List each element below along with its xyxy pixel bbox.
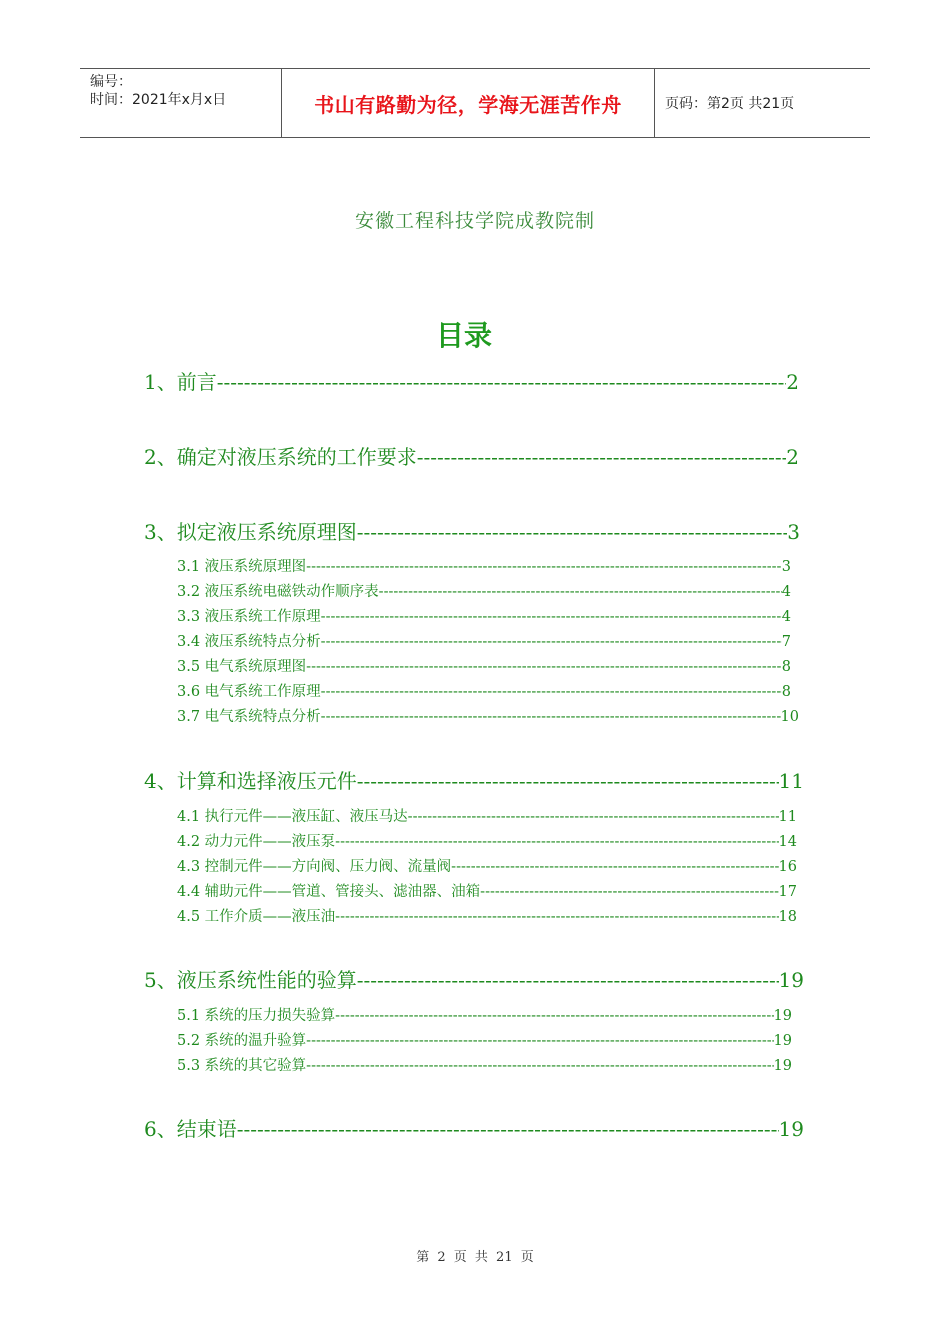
toc-entry-page: 18 bbox=[778, 909, 797, 925]
toc-leader-dots bbox=[357, 767, 779, 795]
toc-entry-page: 19 bbox=[773, 1033, 792, 1049]
toc-entry[interactable] bbox=[177, 832, 797, 852]
toc-entry-label: 4.1 执行元件——液压缸、液压马达 bbox=[177, 809, 408, 825]
toc-entry-label: 3.6 电气系统工作原理 bbox=[177, 684, 321, 700]
toc-entry-page: 2 bbox=[786, 370, 799, 394]
toc-leader-dots bbox=[480, 882, 778, 902]
toc-leader-dots bbox=[335, 907, 778, 927]
toc-leader-dots bbox=[306, 1031, 773, 1051]
toc-entry-label: 5.1 系统的压力损失验算 bbox=[177, 1008, 336, 1024]
toc-entry[interactable] bbox=[144, 1115, 804, 1143]
toc-entry-label: 4.3 控制元件——方向阀、压力阀、流量阀 bbox=[177, 859, 452, 875]
toc-leader-dots bbox=[357, 966, 779, 994]
toc-entry-page: 3 bbox=[787, 520, 800, 544]
toc-entry-label: 3.4 液压系统特点分析 bbox=[177, 634, 321, 650]
toc-leader-dots bbox=[321, 707, 781, 727]
toc-title: 目录 bbox=[435, 319, 492, 352]
toc-entry-label: 3.1 液压系统原理图 bbox=[177, 559, 307, 575]
header-left-cell bbox=[80, 69, 281, 137]
header-time-label: 时间：2021年x月x日 bbox=[90, 92, 227, 108]
toc-leader-dots bbox=[379, 582, 782, 602]
toc-leader-dots bbox=[306, 657, 782, 677]
toc-leader-dots bbox=[417, 443, 787, 471]
toc-leader-dots bbox=[217, 368, 787, 396]
toc-leader-dots bbox=[321, 607, 782, 627]
toc-entry-label: 3.2 液压系统电磁铁动作顺序表 bbox=[177, 584, 379, 600]
toc-entry[interactable] bbox=[177, 1031, 792, 1051]
toc-leader-dots bbox=[408, 807, 779, 827]
toc-leader-dots bbox=[335, 1006, 773, 1026]
toc-entry-page: 3 bbox=[781, 559, 791, 575]
toc-entry[interactable] bbox=[177, 682, 791, 702]
toc-leader-dots bbox=[306, 557, 782, 577]
toc-entry-label: 3.3 液压系统工作原理 bbox=[177, 609, 321, 625]
toc-entry-page: 19 bbox=[773, 1058, 792, 1074]
toc-entry[interactable] bbox=[177, 557, 791, 577]
toc-entry-label: 4.4 辅助元件——管道、管接头、滤油器、油箱 bbox=[177, 884, 481, 900]
toc-entry[interactable] bbox=[177, 632, 791, 652]
page-header bbox=[80, 68, 870, 138]
toc-entry-label: 1、前言 bbox=[144, 370, 217, 394]
toc-entry[interactable] bbox=[144, 966, 804, 994]
header-number-label: 编号： bbox=[90, 74, 132, 90]
toc-entry-label: 6、结束语 bbox=[144, 1117, 237, 1141]
toc-entry[interactable] bbox=[144, 767, 804, 795]
toc-entry-label: 3.5 电气系统原理图 bbox=[177, 659, 307, 675]
toc-leader-dots bbox=[306, 1056, 773, 1076]
toc-entry-label: 3、拟定液压系统原理图 bbox=[144, 520, 357, 544]
header-motto: 书山有路勤为径，学海无涯苦作舟 bbox=[281, 69, 655, 137]
toc-entry-page: 10 bbox=[780, 709, 799, 725]
toc-entry-page: 7 bbox=[781, 634, 791, 650]
toc-entry[interactable] bbox=[177, 1006, 792, 1026]
toc-entry-page: 19 bbox=[773, 1008, 792, 1024]
toc-entry-label: 4.2 动力元件——液压泵 bbox=[177, 834, 336, 850]
toc-leader-dots bbox=[321, 632, 782, 652]
toc-entry-page: 8 bbox=[781, 684, 791, 700]
toc-entry-label: 2、确定对液压系统的工作要求 bbox=[144, 445, 417, 469]
toc-entry-page: 8 bbox=[781, 659, 791, 675]
toc-entry-label: 5、液压系统性能的验算 bbox=[144, 968, 357, 992]
toc-entry-page: 2 bbox=[786, 445, 799, 469]
toc-entry[interactable] bbox=[144, 518, 800, 546]
toc-entry-label: 4、计算和选择液压元件 bbox=[144, 769, 357, 793]
toc-entry-page: 16 bbox=[778, 859, 797, 875]
page-footer: 第 2 页 共 21 页 bbox=[416, 1250, 534, 1265]
toc-entry[interactable] bbox=[177, 882, 797, 902]
toc-entry-page: 4 bbox=[781, 584, 791, 600]
toc-entry-page: 14 bbox=[778, 834, 797, 850]
toc-leader-dots bbox=[321, 682, 782, 702]
toc-entry[interactable] bbox=[177, 907, 797, 927]
toc-entry[interactable] bbox=[177, 607, 791, 627]
toc-entry-page: 11 bbox=[778, 809, 797, 825]
toc-entry[interactable] bbox=[177, 657, 791, 677]
institute-name: 安徽工程科技学院成教院制 bbox=[354, 210, 595, 232]
toc-entry-page: 17 bbox=[778, 884, 797, 900]
toc-entry-page: 4 bbox=[781, 609, 791, 625]
header-page-info: 页码：第2页 共21页 bbox=[665, 96, 795, 112]
toc-entry-page: 19 bbox=[778, 1117, 804, 1141]
toc-leader-dots bbox=[357, 518, 788, 546]
toc-entry[interactable] bbox=[177, 807, 797, 827]
toc-leader-dots bbox=[237, 1115, 779, 1143]
toc-entry[interactable] bbox=[177, 582, 791, 602]
toc-entry-page: 11 bbox=[778, 769, 804, 793]
toc-entry[interactable] bbox=[177, 707, 799, 727]
toc-entry-label: 5.3 系统的其它验算 bbox=[177, 1058, 307, 1074]
toc-entry[interactable] bbox=[144, 368, 799, 396]
toc-entry-label: 4.5 工作介质——液压油 bbox=[177, 909, 336, 925]
toc-entry-page: 19 bbox=[778, 968, 804, 992]
toc-entry[interactable] bbox=[144, 443, 799, 471]
toc-leader-dots bbox=[451, 857, 778, 877]
toc-leader-dots bbox=[335, 832, 778, 852]
toc-entry-label: 5.2 系统的温升验算 bbox=[177, 1033, 307, 1049]
toc-entry[interactable] bbox=[177, 857, 797, 877]
toc-entry-label: 3.7 电气系统特点分析 bbox=[177, 709, 321, 725]
toc-entry[interactable] bbox=[177, 1056, 792, 1076]
